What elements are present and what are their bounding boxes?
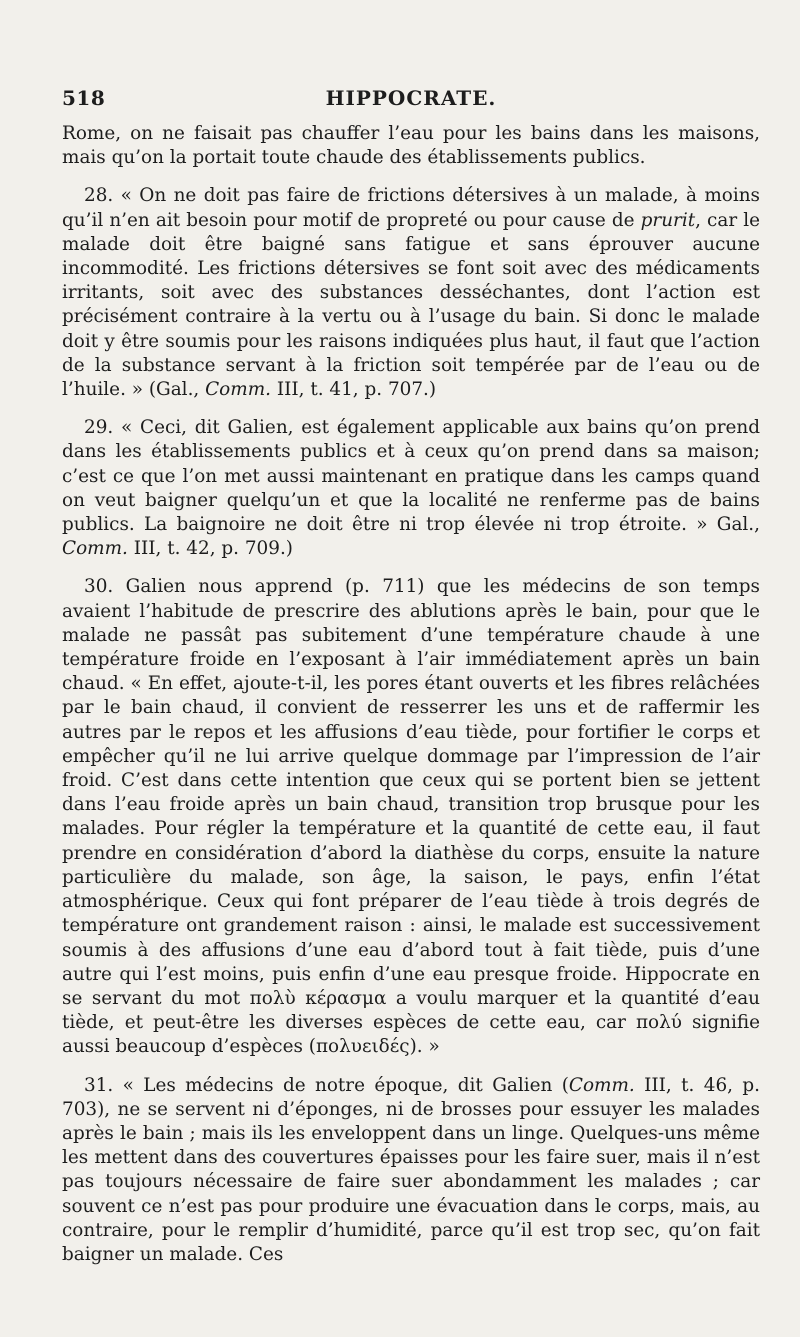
page-header [62,86,760,118]
paragraph-text: « Les médecins de notre époque, dit Galien ( [122,1074,569,1096]
paragraph-29 [62,416,760,561]
paragraph-number: 30. [84,576,114,598]
italic-term: prurit [640,209,696,231]
paragraph-28 [62,184,760,402]
continuation-text: Rome, on ne faisait pas chauffer l’eau pour les bains dans les maisons, mais qu’on la portait toute chaude des établissements publics. [62,123,760,169]
paragraph-text: III, t. 46, p. 703), ne se servent ni d’éponges, ni de brosses pour essuyer les malades après le bain ; mais ils les enveloppent dans un linge. Quelques-uns même les mettent dans des couvertures épaisses pour les faire suer, mais il n’est pas toujours nécessaire de faire suer abondamment les malades ; car souvent ce n’est pas pour produire une évacuation dans le corps, mais, au contraire, pour le remplir d’humidité, parce qu’il est trop sec, qu’on fait baigner un malade. Ces [62,1074,760,1265]
page-body [62,122,760,1267]
paragraph-text: « Ceci, dit Galien, est également applicable aux bains qu’on prend dans les établissements publics et à ceux qu’on prend dans sa maison; c’est ce que l’on met aussi maintenant en pratique dans les camps quand on veut baigner quelqu’un et que la localité ne renferme pas de bains publics. La baignoire ne doit être ni trop élevée ni trop étroite. » Gal., [62,417,760,536]
paragraph-number: 29. [84,417,114,439]
paragraph-text: Galien nous apprend (p. 711) que les médecins de son temps avaient l’habitude de prescrire des ablutions après le bain, pour que le malade ne passât pas subitement d’une température chaude à une température froide en l’exposant à l’air immédiatement après un bain chaud. « En effet, ajoute-t-il, les pores étant ouverts et les fibres relâchées par le bain chaud, il convient de resserrer les uns et de raffermir les autres par le repos et les affusions d’eau tiède, pour fortifier le corps et empêcher qu’il ne lui arrive quelque dommage par l’impression de l’air froid. C’est dans cette intention que ceux qui se portent bien se jettent dans l’eau froide après un bain chaud, transition trop brusque pour les malades. Pour régler la température et la quantité de cette eau, il faut prendre en considération d’abord la diathèse du corps, ensuite la nature particulière du malade, son âge, la saison, le pays, enfin l’état atmosphérique. Ceux qui font préparer de l’eau tiède à trois degrés de température ont grandement raison : ainsi, le malade est successivement soumis à des affusions d’une eau d’abord tout à fait tiède, puis d’une autre qui l’est moins, puis enfin d’une eau presque froide. Hippocrate en se servant du mot πολὺ κέρασμα a voulu marquer et la quantité d’eau tiède, et peut-être les diverses espèces de cette eau, car πολύ signifie aussi beaucoup d’espèces (πολυειδές). » [62,576,760,1058]
paragraph-number: 31. [84,1074,114,1096]
paragraph-text: « On ne doit pas faire de frictions détersives à un malade, à moins qu’il n’en ait besoin pour motif de propreté ou pour cause de [62,185,760,231]
continuation-paragraph [62,122,760,170]
paragraph-30 [62,575,760,1059]
paragraph-text: , car le malade doit être baigné sans fatigue et sans éprouver aucune incommodité. Les frictions détersives se font soit avec des médicaments irritants, soit avec des substances desséchantes, dont l’action est précisément contraire à la vertu ou à l’usage du bain. Si donc le malade doit y être soumis pour les raisons indiquées plus haut, il faut que l’action de la substance servant à la friction soit tempérée par de l’eau ou de l’huile. » (Gal., [62,209,760,401]
running-title: HIPPOCRATE. [325,86,497,110]
citation-italic: Comm. [62,538,128,560]
paragraph-31 [62,1074,760,1268]
paragraph-text: III, t. 41, p. 707.) [270,379,437,401]
page-number: 518 [62,86,106,110]
paragraph-number: 28. [84,185,114,207]
citation-italic: Comm. [568,1074,635,1096]
paragraph-text: III, t. 42, p. 709.) [127,538,293,560]
citation-italic: Comm. [205,379,271,401]
